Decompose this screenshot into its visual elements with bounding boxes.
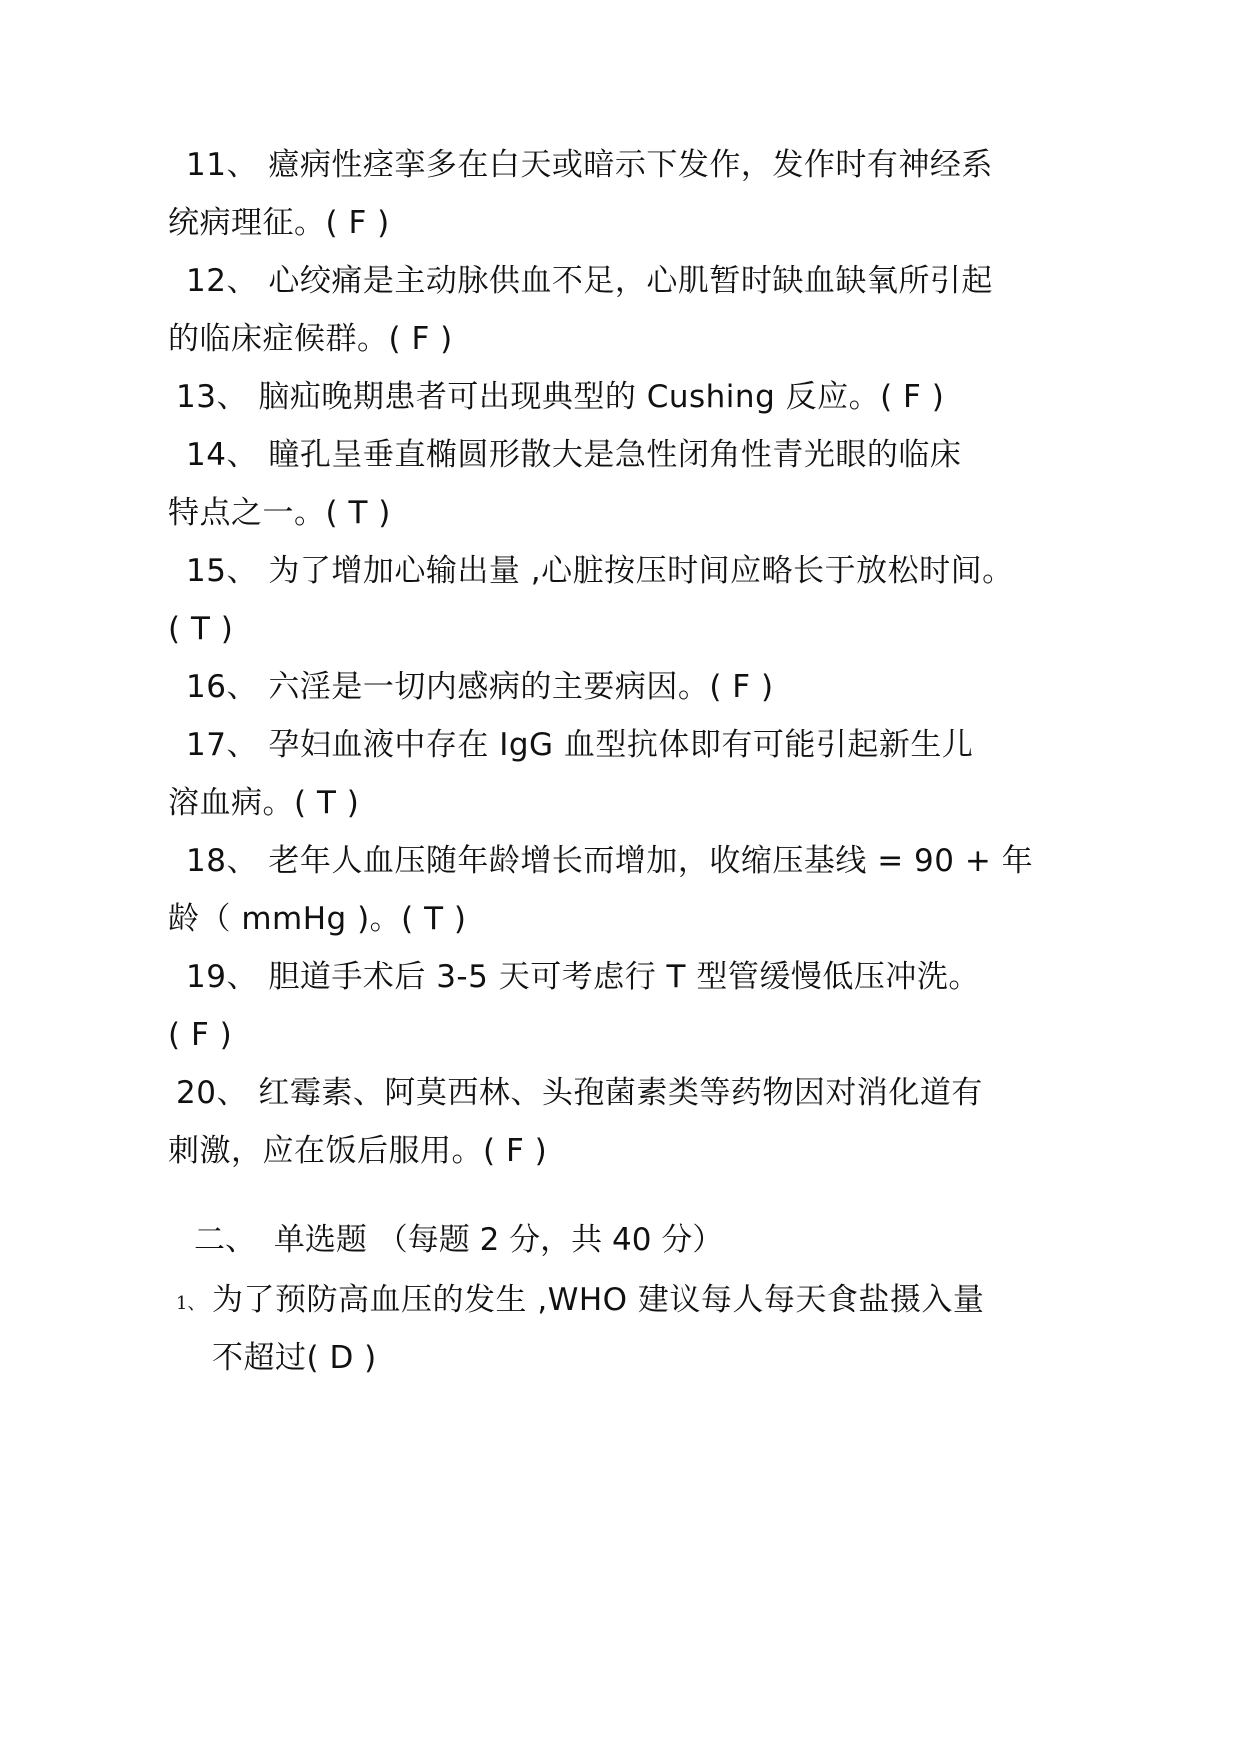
- question-17-line1: [186, 725, 973, 765]
- question-number: 11、: [186, 147, 258, 183]
- question-number: 15、: [186, 553, 258, 589]
- question-17-line2: [168, 783, 359, 823]
- question-text: 孕妇血液中存在 IgG 血型抗体即有可能引起新生儿: [268, 727, 974, 763]
- question-text: 脑疝晚期患者可出现典型的 Cushing 反应。( F ): [258, 379, 945, 415]
- question-text: 红霉素、阿莫西林、头孢菌素类等药物因对消化道有: [258, 1075, 983, 1111]
- mc-question-1-line2: [212, 1338, 377, 1378]
- section-heading: [194, 1220, 723, 1260]
- question-text-continued: ( F ): [168, 1017, 233, 1053]
- question-number: 20、: [176, 1075, 248, 1111]
- question-12-line2: [168, 319, 453, 359]
- question-text-continued: 龄（ mmHg )。( T ): [168, 901, 467, 937]
- question-11-line2: [168, 203, 390, 243]
- question-11-line1: [186, 145, 993, 185]
- question-number: 17、: [186, 727, 258, 763]
- section-number: 二、: [194, 1222, 256, 1258]
- question-text-continued: 特点之一。( T ): [168, 495, 391, 531]
- question-text: 心绞痛是主动脉供血不足，心肌暂时缺血缺氧所引起: [268, 263, 993, 299]
- question-text-continued: 统病理征。( F ): [168, 205, 390, 241]
- question-16-line1: [186, 667, 774, 707]
- mc-question-number: 1、: [176, 1293, 206, 1314]
- question-number: 18、: [186, 843, 258, 879]
- mc-question-text-continued: 不超过( D ): [212, 1340, 377, 1376]
- mc-question-1-line1: [212, 1280, 984, 1320]
- question-14-line2: [168, 493, 391, 533]
- question-15-line1: [186, 551, 1014, 591]
- question-18-line2: [168, 899, 467, 939]
- question-text: 胆道手术后 3-5 天可考虑行 T 型管缓慢低压冲洗。: [268, 959, 980, 995]
- question-20-line2: [168, 1131, 547, 1171]
- question-text: 老年人血压随年龄增长而增加，收缩压基线 = 90 + 年: [268, 843, 1034, 879]
- question-12-line1: [186, 261, 993, 301]
- question-text: 为了增加心输出量 ,心脏按压时间应略长于放松时间。: [268, 553, 1014, 589]
- question-19-line1: [186, 957, 980, 997]
- question-text: 瞳孔呈垂直椭圆形散大是急性闭角性青光眼的临床: [268, 437, 962, 473]
- question-text-continued: 刺激，应在饭后服用。( F ): [168, 1133, 548, 1169]
- mc-question-text: 为了预防高血压的发生 ,WHO 建议每人每天食盐摄入量: [212, 1282, 985, 1318]
- question-13-line1: [176, 377, 944, 417]
- question-number: 13、: [176, 379, 248, 415]
- question-text: 六淫是一切内感病的主要病因。( F ): [268, 669, 774, 705]
- question-20-line1: [176, 1073, 983, 1113]
- question-number: 12、: [186, 263, 258, 299]
- question-number: 16、: [186, 669, 258, 705]
- section-title: 单选题 （每题 2 分，共 40 分）: [273, 1222, 724, 1258]
- question-15-line2: [168, 609, 233, 649]
- question-text: 癔病性痉挛多在白天或暗示下发作，发作时有神经系: [268, 147, 993, 183]
- question-text-continued: 的临床症候群。( F ): [168, 321, 453, 357]
- question-text-continued: 溶血病。( T ): [168, 785, 360, 821]
- question-number: 14、: [186, 437, 258, 473]
- question-text-continued: ( T ): [168, 611, 234, 647]
- question-14-line1: [186, 435, 961, 475]
- question-number: 19、: [186, 959, 258, 995]
- question-18-line1: [186, 841, 1033, 881]
- question-19-line2: [168, 1015, 232, 1055]
